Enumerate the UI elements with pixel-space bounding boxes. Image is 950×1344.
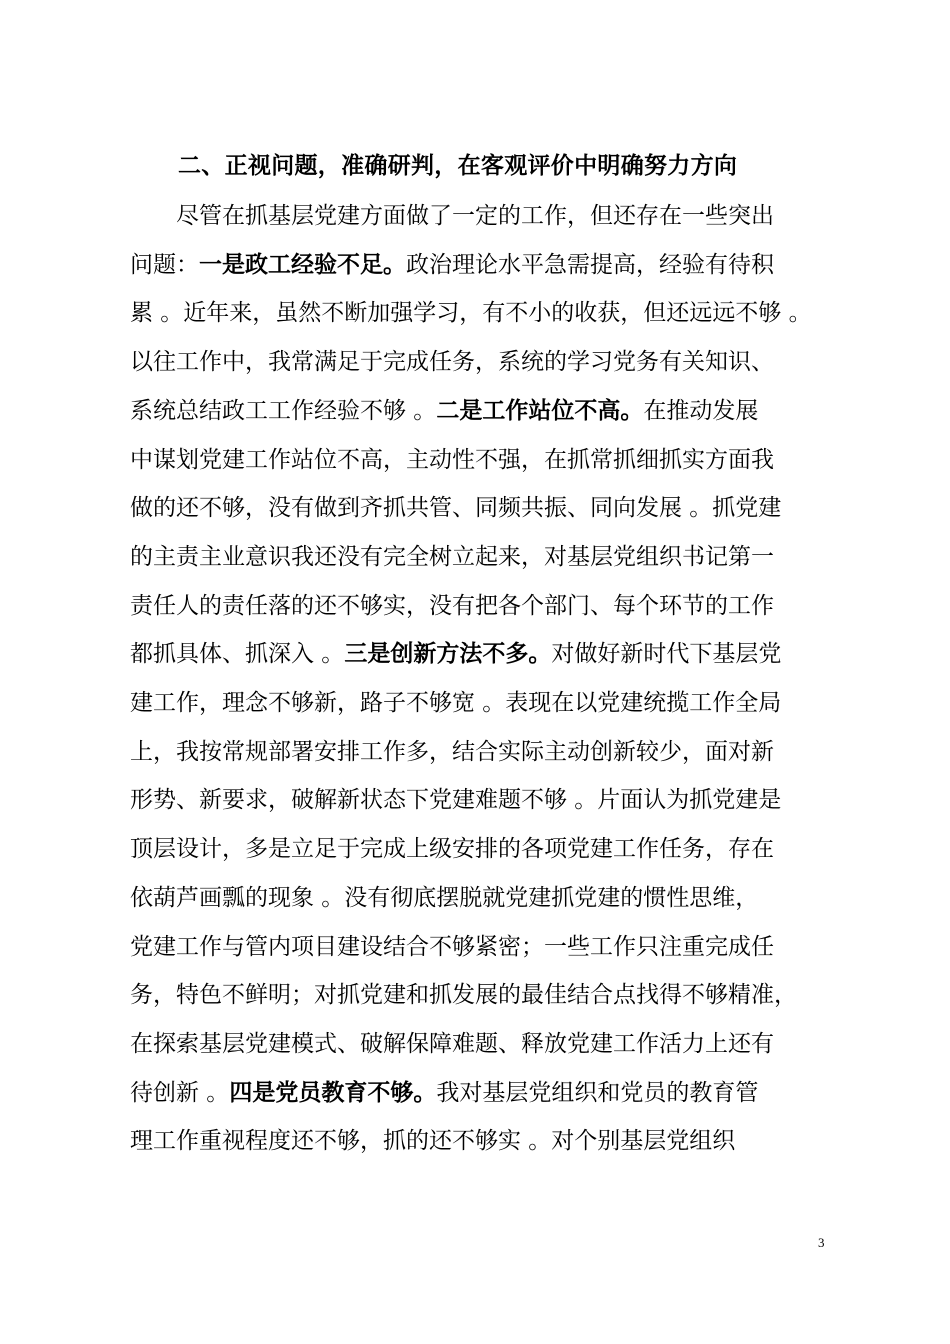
body-line [130, 346, 830, 378]
body-text-segment: 形势、新要求，破解新状态下党建难题不够 。片面认为抓党建是 [130, 787, 782, 814]
body-text-segment: 累 。近年来，虽然不断加强学习，有不小的收获，但还远远不够 。 [130, 300, 812, 327]
section-heading: 二、正视问题，准确研判，在客观评价中明确努力方向 [178, 153, 738, 179]
body-line [176, 200, 830, 232]
body-line [130, 1125, 830, 1157]
body-text-segment: 上，我按常规部署安排工作多，结合实际主动创新较少，面对新 [130, 738, 774, 765]
body-text-segment: 党建工作与管内项目建设结合不够紧密；一些工作只注重完成任 [130, 933, 774, 960]
body-text-segment: 尽管在抓基层党建方面做了一定的工作，但还存在一些突出 [176, 203, 774, 229]
body-line [130, 979, 830, 1011]
body-text-segment: 的主责主业意识我还没有完全树立起来，对基层党组织书记第一 [130, 543, 774, 570]
body-text-segment: 问题： [130, 251, 199, 278]
body-line [130, 1077, 830, 1109]
body-text-segment: 都抓具体、抓深入 。 [130, 641, 345, 668]
bold-point-heading: 二是工作站位不高。 [436, 396, 644, 424]
body-text-segment: 以往工作中，我常满足于完成任务，系统的学习党务有关知识、 [130, 349, 774, 376]
body-line [130, 541, 830, 573]
body-line [130, 687, 830, 719]
body-text-segment: 顶层设计，多是立足于完成上级安排的各项党建工作任务，存在 [130, 836, 774, 863]
body-text-segment: 对做好新时代下基层党 [551, 641, 782, 668]
body-line [130, 931, 830, 963]
body-text-segment: 理工作重视程度还不够，抓的还不够实 。对个别基层党组织 [130, 1128, 736, 1155]
body-line [130, 882, 830, 914]
body-text-segment: 务，特色不鲜明；对抓党建和抓发展的最佳结合点找得不够精准， [130, 982, 797, 1009]
body-text-segment: 系统总结政工工作经验不够 。 [130, 397, 437, 424]
body-line [130, 297, 830, 329]
body-line [130, 492, 830, 524]
body-text-segment: 做的还不够，没有做到齐抓共管、同频共振、同向发展 。抓党建 [130, 495, 782, 522]
body-line [130, 784, 830, 816]
body-text-segment: 在探索基层党建模式、破解保障难题、释放党建工作活力上还有 [130, 1030, 774, 1057]
body-line [130, 1028, 830, 1060]
bold-point-heading: 四是党员教育不够。 [229, 1078, 437, 1106]
body-line [130, 444, 830, 476]
body-text-segment: 政治理论水平急需提高，经验有待积 [406, 251, 774, 278]
body-line [130, 638, 830, 670]
body-text-segment: 我对基层党组织和党员的教育管 [436, 1079, 759, 1106]
page-number: 3 [818, 1235, 825, 1250]
body-line [130, 249, 830, 281]
body-text-segment: 中谋划党建工作站位不高，主动性不强，在抓常抓细抓实方面我 [130, 446, 774, 473]
body-line [130, 395, 830, 427]
body-text-segment: 依葫芦画瓢的现象 。没有彻底摆脱就党建抓党建的惯性思维， [130, 884, 759, 911]
body-line [130, 833, 830, 865]
body-text-segment: 在推动发展 [643, 397, 759, 424]
body-text-segment: 责任人的责任落的还不够实，没有把各个部门、每个环节的工作 [130, 592, 774, 619]
bold-point-heading: 三是创新方法不多。 [344, 640, 552, 668]
body-text-segment: 建工作，理念不够新，路子不够宽 。表现在以党建统揽工作全局 [130, 690, 782, 716]
body-text-segment: 待创新 。 [130, 1079, 230, 1106]
bold-point-heading: 一是政工经验不足。 [199, 250, 406, 278]
body-line [130, 590, 830, 622]
body-line [130, 736, 830, 768]
